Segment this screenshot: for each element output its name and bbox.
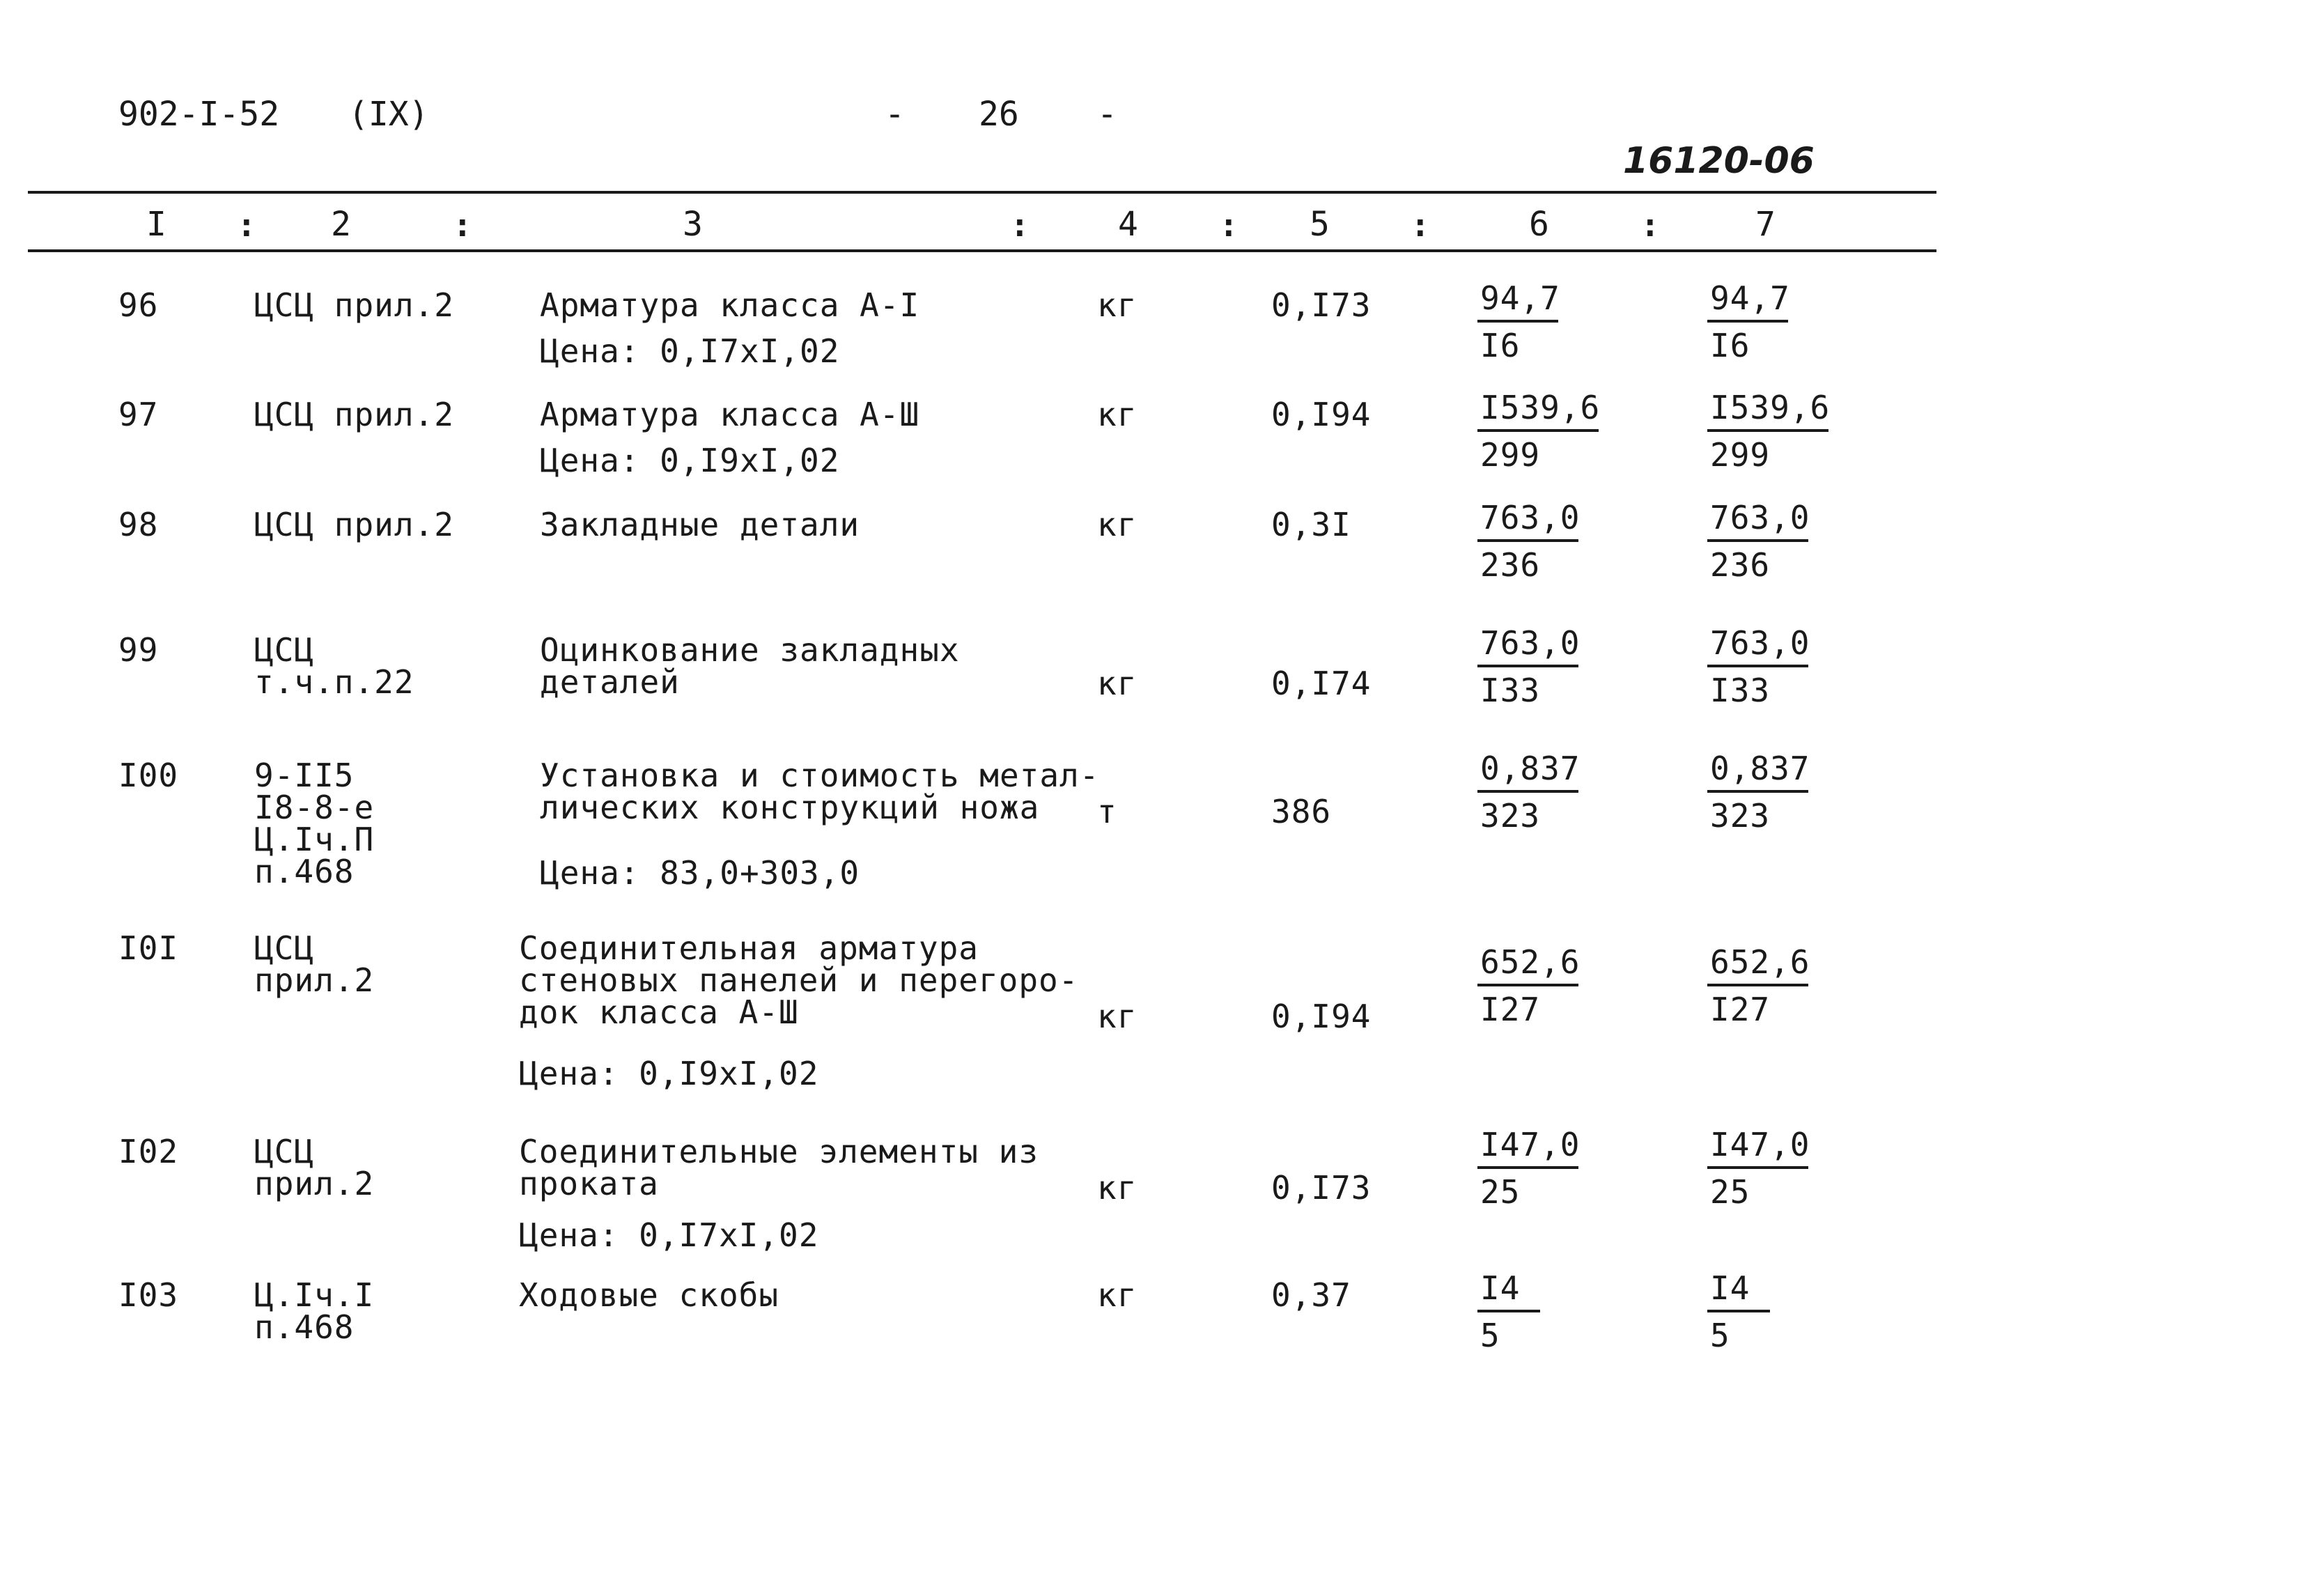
fraction-numerator: I47,0 bbox=[1710, 1126, 1810, 1163]
row-price: Цена: 0,I7xI,02 bbox=[519, 1216, 819, 1254]
table-top-rule bbox=[28, 191, 1936, 194]
fraction-line bbox=[1477, 790, 1578, 793]
fraction-denominator: I6 bbox=[1480, 327, 1521, 364]
row-number: I0I bbox=[118, 929, 179, 967]
fraction-numerator: 652,6 bbox=[1480, 943, 1581, 981]
fraction-denominator: 236 bbox=[1710, 546, 1771, 584]
row-description: Соединительная арматура bbox=[519, 929, 979, 967]
fraction-line bbox=[1477, 1166, 1578, 1169]
row-code: ЦСЦ прил.2 bbox=[254, 286, 454, 324]
row-number: 98 bbox=[118, 506, 159, 543]
fraction-line bbox=[1477, 539, 1578, 542]
fraction-line bbox=[1707, 320, 1788, 323]
fraction-line bbox=[1707, 429, 1828, 432]
fraction-numerator: I539,6 bbox=[1480, 389, 1601, 426]
row-description: Арматура класса А-I bbox=[540, 286, 920, 324]
row-description: Соединительные элементы из bbox=[519, 1133, 1039, 1170]
row-quantity: 0,I73 bbox=[1271, 1169, 1372, 1207]
fraction-numerator: 763,0 bbox=[1710, 499, 1810, 536]
row-number: I03 bbox=[118, 1276, 179, 1314]
row-quantity: 0,37 bbox=[1271, 1276, 1351, 1314]
row-unit: кг bbox=[1097, 998, 1137, 1035]
row-description: лических конструкций ножа bbox=[540, 789, 1040, 826]
fraction-line bbox=[1707, 665, 1808, 667]
row-number: 99 bbox=[118, 631, 159, 669]
fraction-denominator: 25 bbox=[1480, 1173, 1521, 1211]
fraction-numerator: I4 bbox=[1710, 1269, 1750, 1307]
row-unit: кг bbox=[1097, 1169, 1137, 1207]
fraction-numerator: I4 bbox=[1480, 1269, 1521, 1307]
fraction-line bbox=[1707, 790, 1808, 793]
fraction-denominator: I27 bbox=[1710, 991, 1771, 1028]
row-unit: т bbox=[1097, 793, 1117, 830]
column-separator: : bbox=[1411, 206, 1430, 244]
row-number: 97 bbox=[118, 396, 159, 433]
fraction-numerator: 94,7 bbox=[1710, 279, 1790, 317]
fraction-line bbox=[1707, 984, 1808, 986]
row-description: Установка и стоимость метал- bbox=[540, 757, 1100, 794]
document-part: (IX) bbox=[348, 95, 429, 134]
row-code: ЦСЦ bbox=[254, 1133, 315, 1170]
row-price: Цена: 0,I7xI,02 bbox=[540, 332, 840, 370]
fraction-denominator: 299 bbox=[1480, 436, 1541, 474]
fraction-denominator: I33 bbox=[1480, 672, 1541, 709]
row-description: Оцинкование закладных bbox=[540, 631, 960, 669]
row-quantity: 0,3I bbox=[1271, 506, 1351, 543]
fraction-line bbox=[1707, 1166, 1808, 1169]
column-separator: : bbox=[1010, 206, 1030, 244]
document-code: 902-I-52 bbox=[118, 95, 280, 134]
row-price: Цена: 83,0+303,0 bbox=[540, 854, 860, 892]
fraction-denominator: 25 bbox=[1710, 1173, 1750, 1211]
row-unit: кг bbox=[1097, 1276, 1137, 1314]
fraction-numerator: I47,0 bbox=[1480, 1126, 1581, 1163]
row-code: ЦСЦ bbox=[254, 929, 315, 967]
row-quantity: 0,I94 bbox=[1271, 396, 1372, 433]
fraction-denominator: 323 bbox=[1710, 797, 1771, 835]
row-description: Ходовые скобы bbox=[519, 1276, 779, 1314]
row-unit: кг bbox=[1097, 286, 1137, 324]
row-quantity: 386 bbox=[1271, 793, 1332, 830]
row-code: т.ч.п.22 bbox=[254, 663, 414, 701]
row-number: I02 bbox=[118, 1133, 179, 1170]
page-dash-right: - bbox=[1097, 95, 1117, 134]
column-separator: : bbox=[453, 206, 472, 244]
row-code: п.468 bbox=[254, 1308, 355, 1346]
row-description: деталей bbox=[540, 663, 680, 701]
row-price: Цена: 0,I9xI,02 bbox=[540, 442, 840, 479]
row-description: проката bbox=[519, 1165, 659, 1202]
row-code: I8-8-е bbox=[254, 789, 375, 826]
fraction-numerator: 763,0 bbox=[1480, 499, 1581, 536]
page-dash-left: - bbox=[885, 95, 905, 134]
row-code: Ц.Iч.П bbox=[254, 821, 375, 858]
fraction-denominator: 323 bbox=[1480, 797, 1541, 835]
column-number: 2 bbox=[331, 205, 351, 244]
row-description: стеновых панелей и перегоро- bbox=[519, 961, 1079, 999]
row-price: Цена: 0,I9xI,02 bbox=[519, 1055, 819, 1092]
column-separator: : bbox=[1640, 206, 1660, 244]
row-code: 9-II5 bbox=[254, 757, 355, 794]
page-number: 26 bbox=[979, 95, 1019, 134]
fraction-line bbox=[1477, 429, 1599, 432]
fraction-numerator: 763,0 bbox=[1710, 624, 1810, 662]
fraction-denominator: 299 bbox=[1710, 436, 1771, 474]
fraction-denominator: I6 bbox=[1710, 327, 1750, 364]
fraction-line bbox=[1477, 320, 1558, 323]
row-code: п.468 bbox=[254, 853, 355, 890]
fraction-numerator: 94,7 bbox=[1480, 279, 1560, 317]
row-code: ЦСЦ прил.2 bbox=[254, 506, 454, 543]
row-unit: кг bbox=[1097, 396, 1137, 433]
column-number: I bbox=[146, 205, 166, 244]
row-code: прил.2 bbox=[254, 1165, 375, 1202]
row-quantity: 0,I94 bbox=[1271, 998, 1372, 1035]
fraction-denominator: 5 bbox=[1480, 1317, 1500, 1354]
fraction-line bbox=[1707, 1310, 1770, 1312]
row-unit: кг bbox=[1097, 665, 1137, 702]
row-code: ЦСЦ bbox=[254, 631, 315, 669]
row-code: Ц.Iч.I bbox=[254, 1276, 375, 1314]
fraction-denominator: I27 bbox=[1480, 991, 1541, 1028]
fraction-denominator: I33 bbox=[1710, 672, 1771, 709]
column-number: 5 bbox=[1310, 205, 1330, 244]
fraction-numerator: I539,6 bbox=[1710, 389, 1831, 426]
row-unit: кг bbox=[1097, 506, 1137, 543]
row-code: ЦСЦ прил.2 bbox=[254, 396, 454, 433]
fraction-line bbox=[1477, 984, 1578, 986]
row-description: док класса А-Ш bbox=[519, 993, 799, 1031]
fraction-denominator: 5 bbox=[1710, 1317, 1730, 1354]
fraction-numerator: 763,0 bbox=[1480, 624, 1581, 662]
row-description: Закладные детали bbox=[540, 506, 860, 543]
fraction-denominator: 236 bbox=[1480, 546, 1541, 584]
column-separator: : bbox=[237, 206, 256, 244]
row-number: 96 bbox=[118, 286, 159, 324]
row-quantity: 0,I73 bbox=[1271, 286, 1372, 324]
row-number: I00 bbox=[118, 757, 179, 794]
fraction-numerator: 0,837 bbox=[1480, 750, 1581, 787]
fraction-line bbox=[1477, 1310, 1540, 1312]
column-separator: : bbox=[1219, 206, 1238, 244]
column-number: 6 bbox=[1529, 205, 1549, 244]
row-code: прил.2 bbox=[254, 961, 375, 999]
column-number: 7 bbox=[1755, 205, 1776, 244]
row-description: Арматура класса А-Ш bbox=[540, 396, 920, 433]
column-number: 3 bbox=[683, 205, 703, 244]
archive-stamp: 16120-06 bbox=[1623, 140, 1815, 182]
fraction-numerator: 0,837 bbox=[1710, 750, 1810, 787]
fraction-line bbox=[1707, 539, 1808, 542]
row-quantity: 0,I74 bbox=[1271, 665, 1372, 702]
column-number: 4 bbox=[1118, 205, 1138, 244]
fraction-line bbox=[1477, 665, 1578, 667]
table-header-rule bbox=[28, 249, 1936, 252]
fraction-numerator: 652,6 bbox=[1710, 943, 1810, 981]
